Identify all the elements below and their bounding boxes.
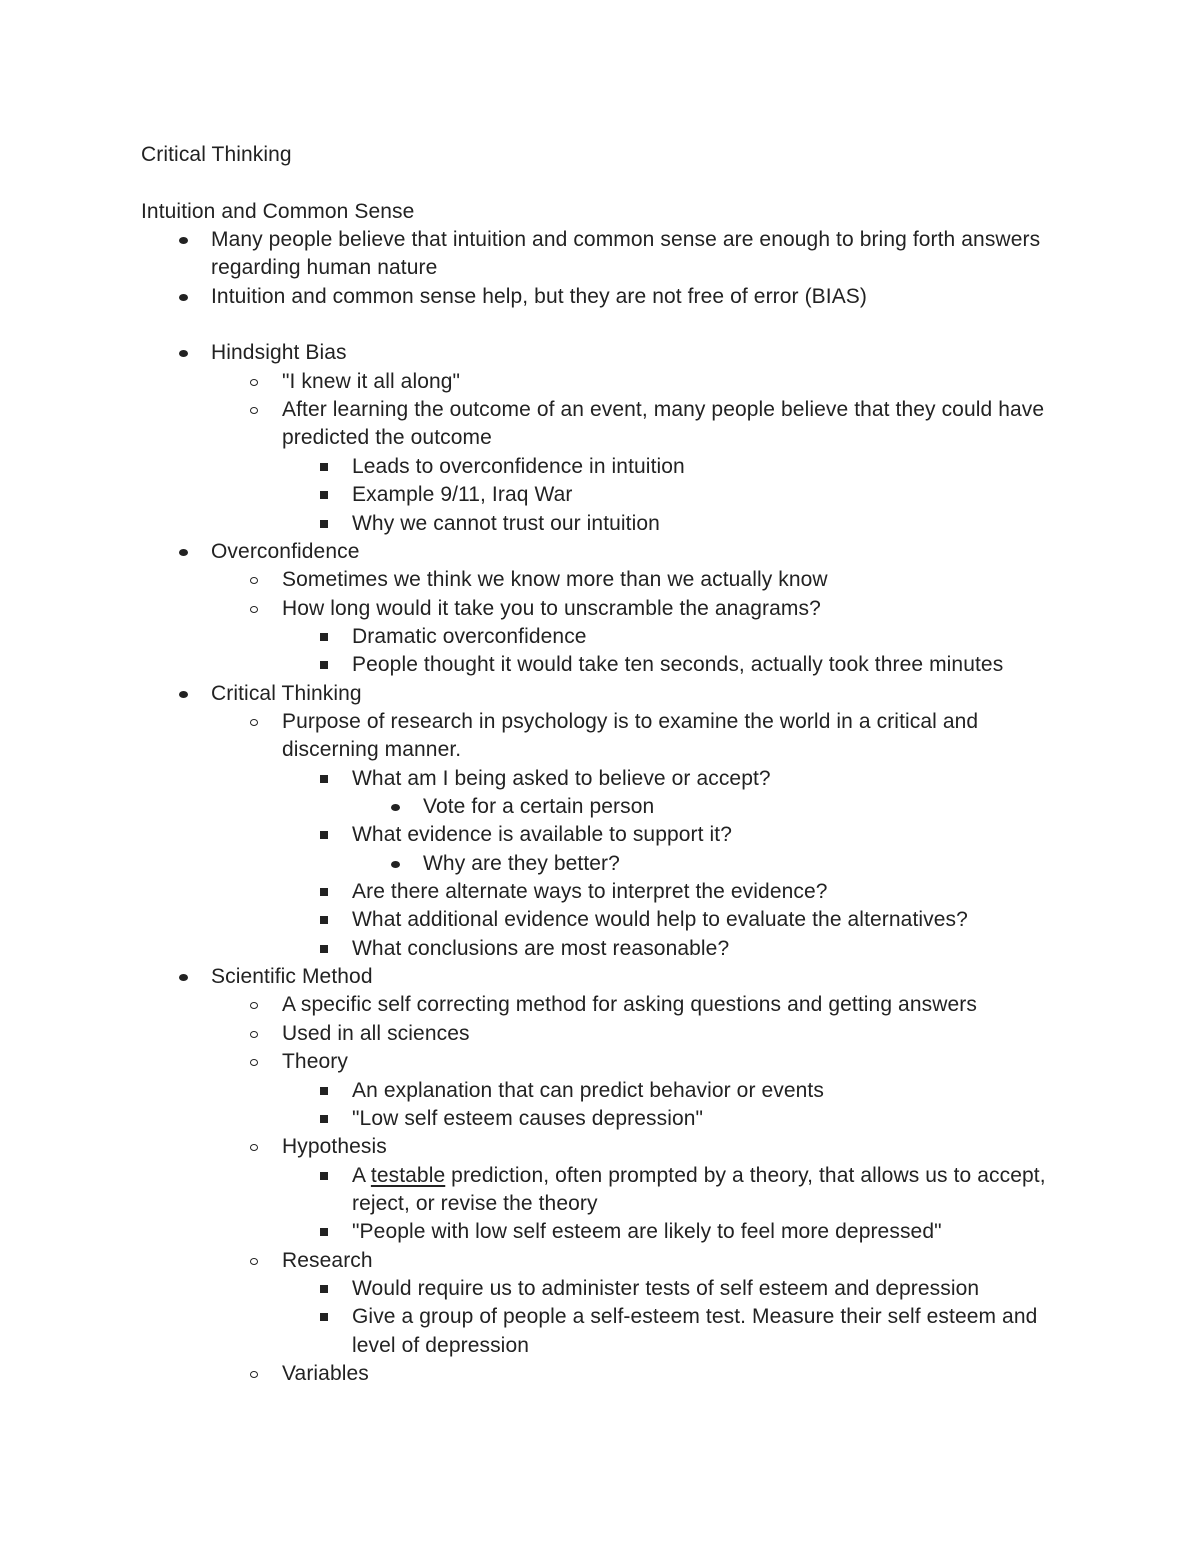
square-bullet-icon [320, 1115, 328, 1123]
disc-bullet-icon [179, 691, 188, 698]
list-item-text: predicted the outcome [282, 426, 492, 449]
disc-bullet-icon [179, 350, 188, 357]
circle-bullet-icon [250, 606, 258, 613]
list-item-text: Vote for a certain person [423, 795, 655, 818]
circle-bullet-icon [250, 719, 258, 726]
list-item-text: "I knew it all along" [282, 370, 461, 393]
circle-bullet-icon [250, 1031, 258, 1038]
list-item-text: People thought it would take ten seconds, actually took three minutes [352, 653, 1004, 676]
square-bullet-icon [320, 1228, 328, 1236]
disc-bullet-icon [179, 974, 188, 981]
square-bullet-icon [320, 916, 328, 924]
list-item-text: Used in all sciences [282, 1022, 470, 1045]
square-bullet-icon [320, 1087, 328, 1095]
list-item-text: Overconfidence [211, 540, 360, 563]
list-item-text: Dramatic overconfidence [352, 625, 587, 648]
circle-bullet-icon [250, 407, 258, 414]
square-bullet-icon [320, 661, 328, 669]
list-item-text: Why are they better? [423, 852, 620, 875]
list-item-text: How long would it take you to unscramble the anagrams? [282, 597, 821, 620]
square-bullet-icon [320, 831, 328, 839]
list-item-text: Scientific Method [211, 965, 373, 988]
square-bullet-icon [320, 775, 328, 783]
list-item-text: Critical Thinking [211, 682, 362, 705]
disc-bullet-icon [391, 804, 400, 811]
list-item-text: reject, or revise the theory [352, 1192, 598, 1215]
circle-bullet-icon [250, 1002, 258, 1009]
list-item-text: Many people believe that intuition and common sense are enough to bring forth answers [211, 228, 1041, 251]
square-bullet-icon [320, 463, 328, 471]
list-item-text: Hypothesis [282, 1135, 387, 1158]
list-item-text: discerning manner. [282, 738, 462, 761]
list-item-text: What am I being asked to believe or accept? [352, 767, 771, 790]
circle-bullet-icon [250, 379, 258, 386]
list-item-text: An explanation that can predict behavior or events [352, 1079, 824, 1102]
list-item-text: A specific self correcting method for asking questions and getting answers [282, 993, 977, 1016]
text-segment: A [352, 1164, 371, 1187]
list-item-text: Intuition and common sense help, but they are not free of error (BIAS) [211, 285, 868, 308]
list-item-text: level of depression [352, 1334, 530, 1357]
list-item-text: regarding human nature [211, 256, 438, 279]
square-bullet-icon [320, 1285, 328, 1293]
list-item-text: After learning the outcome of an event, many people believe that they could have [282, 398, 1045, 421]
list-item-text: What conclusions are most reasonable? [352, 937, 730, 960]
square-bullet-icon [320, 520, 328, 528]
square-bullet-icon [320, 491, 328, 499]
list-item-text: Variables [282, 1362, 369, 1385]
list-item-text: Why we cannot trust our intuition [352, 512, 660, 535]
list-item-text: Would require us to administer tests of self esteem and depression [352, 1277, 980, 1300]
list-item-text: "People with low self esteem are likely to feel more depressed" [352, 1220, 942, 1243]
list-item-text: Theory [282, 1050, 348, 1073]
circle-bullet-icon [250, 1258, 258, 1265]
list-item-text: Sometimes we think we know more than we actually know [282, 568, 828, 591]
list-item-text: What evidence is available to support it? [352, 823, 732, 846]
square-bullet-icon [320, 1313, 328, 1321]
circle-bullet-icon [250, 577, 258, 584]
circle-bullet-icon [250, 1371, 258, 1378]
circle-bullet-icon [250, 1059, 258, 1066]
list-item-text: What additional evidence would help to evaluate the alternatives? [352, 908, 968, 931]
underlined-text: testable [370, 1164, 446, 1187]
text-segment: prediction, often prompted by a theory, that allows us to accept, [445, 1164, 1046, 1187]
list-item-text: Are there alternate ways to interpret the evidence? [352, 880, 828, 903]
list-item-text: Give a group of people a self-esteem test. Measure their self esteem and [352, 1305, 1038, 1328]
list-item-text: Hindsight Bias [211, 341, 347, 364]
square-bullet-icon [320, 633, 328, 641]
list-item-text: Purpose of research in psychology is to examine the world in a critical and [282, 710, 979, 733]
square-bullet-icon [320, 1172, 328, 1180]
list-item-text [352, 1162, 1046, 1190]
disc-bullet-icon [179, 294, 188, 301]
square-bullet-icon [320, 888, 328, 896]
section-heading: Intuition and Common Sense [141, 200, 415, 223]
disc-bullet-icon [179, 549, 188, 556]
list-item-text: Research [282, 1249, 373, 1272]
list-item-text: Leads to overconfidence in intuition [352, 455, 685, 478]
disc-bullet-icon [391, 861, 400, 868]
list-item-text: "Low self esteem causes depression" [352, 1107, 704, 1130]
document-title: Critical Thinking [141, 143, 292, 166]
circle-bullet-icon [250, 1144, 258, 1151]
disc-bullet-icon [179, 237, 188, 244]
square-bullet-icon [320, 945, 328, 953]
list-item-text: Example 9/11, Iraq War [352, 483, 573, 506]
